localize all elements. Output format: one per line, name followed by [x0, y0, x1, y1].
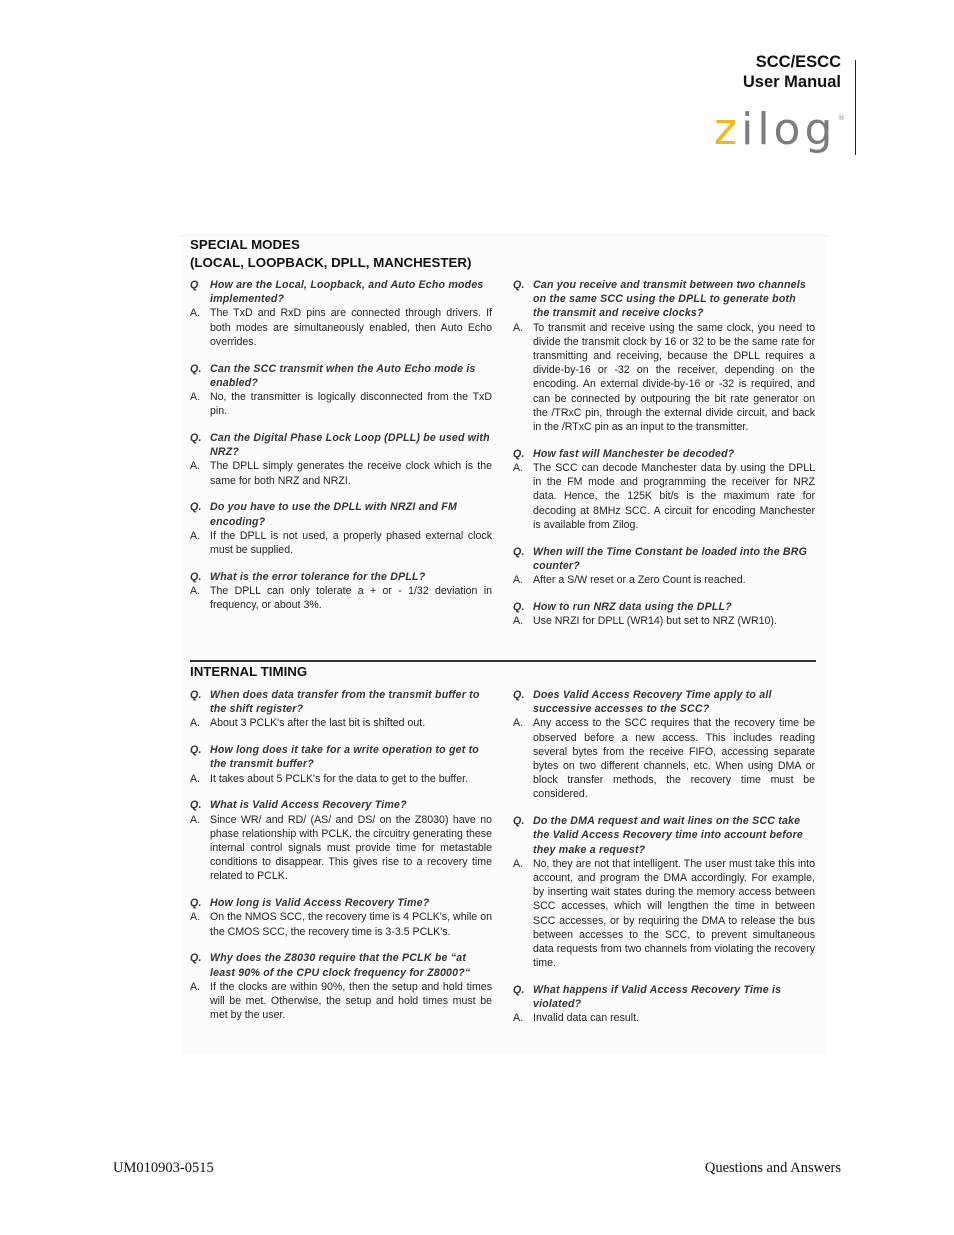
- question-label: Q: [190, 279, 199, 291]
- question-label: Q.: [513, 545, 525, 558]
- question: [190, 570, 492, 584]
- answer-text: Since WR/ and RD/ (AS/ and DS/ on the Z8030) have no phase relationship with PCLK, the circuitry generating these internal control signals must provide time for metastable conditions to disappear. This gives rise to a recovery time related to PCLK.: [210, 813, 492, 883]
- header-divider: [855, 60, 856, 155]
- question: [190, 431, 492, 459]
- question: [513, 688, 815, 716]
- section-heading-special-modes: SPECIAL MODES (LOCAL, LOOPBACK, DPLL, MANCHESTER): [190, 237, 472, 270]
- answer-text: The DPLL simply generates the receive clock which is the same for both NRZ and NRZI.: [210, 460, 492, 487]
- special-modes-right-column: [513, 278, 815, 628]
- answer: [190, 584, 492, 612]
- question-text: How long does it take for a write operation to get to the transmit buffer?: [210, 744, 479, 771]
- answer: [513, 857, 815, 971]
- question-label: Q.: [513, 447, 525, 460]
- question: [190, 278, 492, 306]
- question-label: Q.: [190, 432, 202, 445]
- question-text: Do the DMA request and wait lines on the SCC take the Valid Access Recovery time into account before they make a request?: [533, 815, 804, 856]
- answer: [190, 813, 492, 884]
- qa-item: [190, 431, 492, 488]
- answer-text: Use NRZI for DPLL (WR14) but set to NRZ (WR10).: [533, 615, 777, 628]
- qa-item: [513, 688, 815, 802]
- answer-label: A.: [190, 585, 201, 598]
- qa-item: [190, 362, 492, 419]
- question-text: What is the error tolerance for the DPLL?: [210, 570, 426, 583]
- question: [190, 896, 492, 910]
- qa-item: [190, 688, 492, 731]
- question: [190, 743, 492, 771]
- answer-label: A.: [190, 460, 201, 473]
- answer-text: About 3 PCLK's after the last bit is shifted out.: [210, 717, 426, 730]
- answer: [513, 573, 815, 587]
- question: [190, 500, 492, 528]
- document-header: [743, 52, 841, 92]
- qa-item: [513, 814, 815, 970]
- header-title: SCC/ESCC: [755, 53, 841, 71]
- question-text: Can you receive and transmit between two channels on the same SCC using the DPLL to generate both the transmit and receive clocks?: [533, 279, 806, 320]
- internal-timing-right-column: [513, 688, 815, 1026]
- question-text: What is Valid Access Recovery Time?: [210, 799, 407, 812]
- qa-item: [513, 545, 815, 588]
- question-text: How are the Local, Loopback, and Auto Echo modes implemented?: [210, 279, 484, 306]
- question-label: Q.: [513, 815, 525, 828]
- answer-label: A.: [190, 772, 201, 785]
- special-modes-left-column: [190, 278, 492, 612]
- question-text: Why does the Z8030 require that the PCLK be “at least 90% of the CPU clock frequency for Z8000?“: [210, 952, 471, 979]
- answer-text: The DPLL can only tolerate a + or - 1/32 deviation in frequency, or about 3%.: [210, 585, 492, 612]
- question-label: Q.: [190, 744, 202, 757]
- answer-text: No, they are not that intelligent. The user must take this into account, and program the DMA accordingly. For example, by inserting wait states during the memory access between SCC accesses, which will lengthen the time in between SCC accesses, or by requiring the DMA to release the bus between accesses to the SCC, to prevent simultaneous data requests from two channels from violating the recovery time.: [533, 857, 815, 970]
- question-text: Do you have to use the DPLL with NRZI and FM encoding?: [210, 501, 457, 528]
- qa-item: [190, 743, 492, 786]
- answer-label: A.: [513, 857, 524, 870]
- question-label: Q.: [513, 689, 525, 701]
- answer: [190, 716, 492, 730]
- answer-text: The TxD and RxD pins are connected through drivers. If both modes are simultaneously enabled, then Auto Echo overrides.: [210, 307, 492, 348]
- answer-text: Any access to the SCC requires that the recovery time be observed before a new access. This includes reading several bytes from the receive FIFO, accessing separate bytes on two different channels, etc. When using DMA or block transfer methods, the recovery time must be considered.: [533, 717, 815, 801]
- answer-text: No, the transmitter is logically disconnected from the TxD pin.: [210, 391, 492, 418]
- qa-item: [190, 278, 492, 349]
- question-text: Does Valid Access Recovery Time apply to all successive accesses to the SCC?: [533, 689, 772, 716]
- answer-text: On the NMOS SCC, the recovery time is 4 PCLK's, while on the CMOS SCC, the recovery time is 3-3.5 PCLK's.: [210, 911, 492, 938]
- question-label: Q.: [190, 689, 202, 701]
- question-text: When does data transfer from the transmit buffer to the shift register?: [210, 689, 480, 716]
- qa-item: [513, 983, 815, 1026]
- question-label: Q.: [190, 952, 202, 965]
- question-text: Can the Digital Phase Lock Loop (DPLL) be used with NRZ?: [210, 432, 490, 459]
- answer-text: After a S/W reset or a Zero Count is reached.: [533, 574, 746, 587]
- answer-label: A.: [190, 911, 201, 924]
- qa-item: [513, 447, 815, 532]
- answer-text: To transmit and receive using the same clock, you need to divide the transmit clock by 16 or 32 to be the same rate for transmitting and receiving, because the DPLL requires a divide-by-16 or -32 on the receiver, depending on the encoding. An external divide-by-16 or -32 is required, and can be connected by outpouring the bit rate generator on the /TRxC pin, through the external divide circuit, and back in the /RTxC pin as an input to the transmitter.: [533, 321, 815, 434]
- question: [513, 278, 815, 321]
- answer: [513, 614, 815, 628]
- question-label: Q.: [513, 600, 525, 613]
- answer-label: A.: [513, 462, 524, 475]
- question-text: How to run NRZ data using the DPLL?: [533, 600, 732, 613]
- qa-item: [190, 951, 492, 1022]
- question-label: Q.: [513, 279, 525, 291]
- qa-item: [190, 570, 492, 613]
- question-text: How long is Valid Access Recovery Time?: [210, 897, 430, 910]
- answer: [513, 716, 815, 801]
- qa-item: [190, 500, 492, 557]
- answer-label: A.: [513, 615, 524, 628]
- question-text: Can the SCC transmit when the Auto Echo mode is enabled?: [210, 362, 476, 389]
- answer: [190, 390, 492, 418]
- answer: [190, 772, 492, 786]
- answer: [190, 529, 492, 557]
- answer-label: A.: [190, 717, 201, 730]
- answer-label: A.: [190, 307, 201, 320]
- qa-item: [190, 896, 492, 939]
- answer-text: If the clocks are within 90%, then the setup and hold times will be met. Otherwise, the setup and hold times must be met by the user.: [210, 980, 492, 1022]
- answer-label: A.: [513, 321, 524, 334]
- answer-label: A.: [513, 1012, 524, 1025]
- answer-text: Invalid data can result.: [533, 1012, 639, 1025]
- question-label: Q.: [190, 501, 202, 514]
- answer: [513, 321, 815, 435]
- answer: [190, 306, 492, 349]
- internal-timing-left-column: [190, 688, 492, 1022]
- qa-item: [513, 278, 815, 434]
- question-text: How fast will Manchester be decoded?: [533, 447, 735, 460]
- question-text: What happens if Valid Access Recovery Time is violated?: [533, 984, 782, 1011]
- question-label: Q.: [190, 570, 202, 583]
- answer-label: A.: [190, 813, 201, 826]
- header-subtitle: User Manual: [742, 73, 841, 91]
- answer-label: A.: [513, 574, 524, 587]
- section-divider: [190, 660, 816, 662]
- footer-doc-number: UM010903-0515: [113, 1160, 214, 1176]
- question: [190, 688, 492, 716]
- question: [190, 951, 492, 979]
- answer: [190, 459, 492, 487]
- question: [190, 798, 492, 812]
- question-label: Q.: [513, 984, 525, 997]
- question-label: Q.: [190, 799, 202, 812]
- answer-label: A.: [190, 529, 201, 542]
- qa-item: [190, 798, 492, 883]
- answer-label: A.: [190, 980, 201, 993]
- section-heading-internal-timing: INTERNAL TIMING: [190, 664, 308, 679]
- answer: [190, 980, 492, 1023]
- answer-label: A.: [190, 391, 201, 404]
- question-text: When will the Time Constant be loaded into the BRG counter?: [533, 545, 808, 572]
- answer: [513, 1011, 815, 1025]
- question: [513, 814, 815, 857]
- zilog-logo: zilog ®: [714, 104, 845, 155]
- question: [190, 362, 492, 390]
- question: [513, 600, 815, 614]
- footer-section-name: Questions and Answers: [704, 1160, 841, 1176]
- qa-item: [513, 600, 815, 628]
- question: [513, 545, 815, 573]
- question: [513, 983, 815, 1011]
- question: [513, 447, 815, 461]
- answer: [513, 461, 815, 532]
- answer-text: It takes about 5 PCLK's for the data to get to the buffer.: [210, 772, 469, 785]
- answer-text: If the DPLL is not used, a properly phased external clock must be supplied.: [210, 529, 492, 557]
- answer-text: The SCC can decode Manchester data by using the DPLL in the FM mode and programming the receiver for NRZ data. Hence, the 125K bit/s is the maximum rate for decoding at 8MHz SCC. A circuit for encoding Manchester is available from Zilog.: [533, 462, 815, 531]
- answer-label: A.: [513, 717, 524, 730]
- answer: [190, 910, 492, 938]
- question-label: Q.: [190, 897, 202, 910]
- question-label: Q.: [190, 362, 202, 375]
